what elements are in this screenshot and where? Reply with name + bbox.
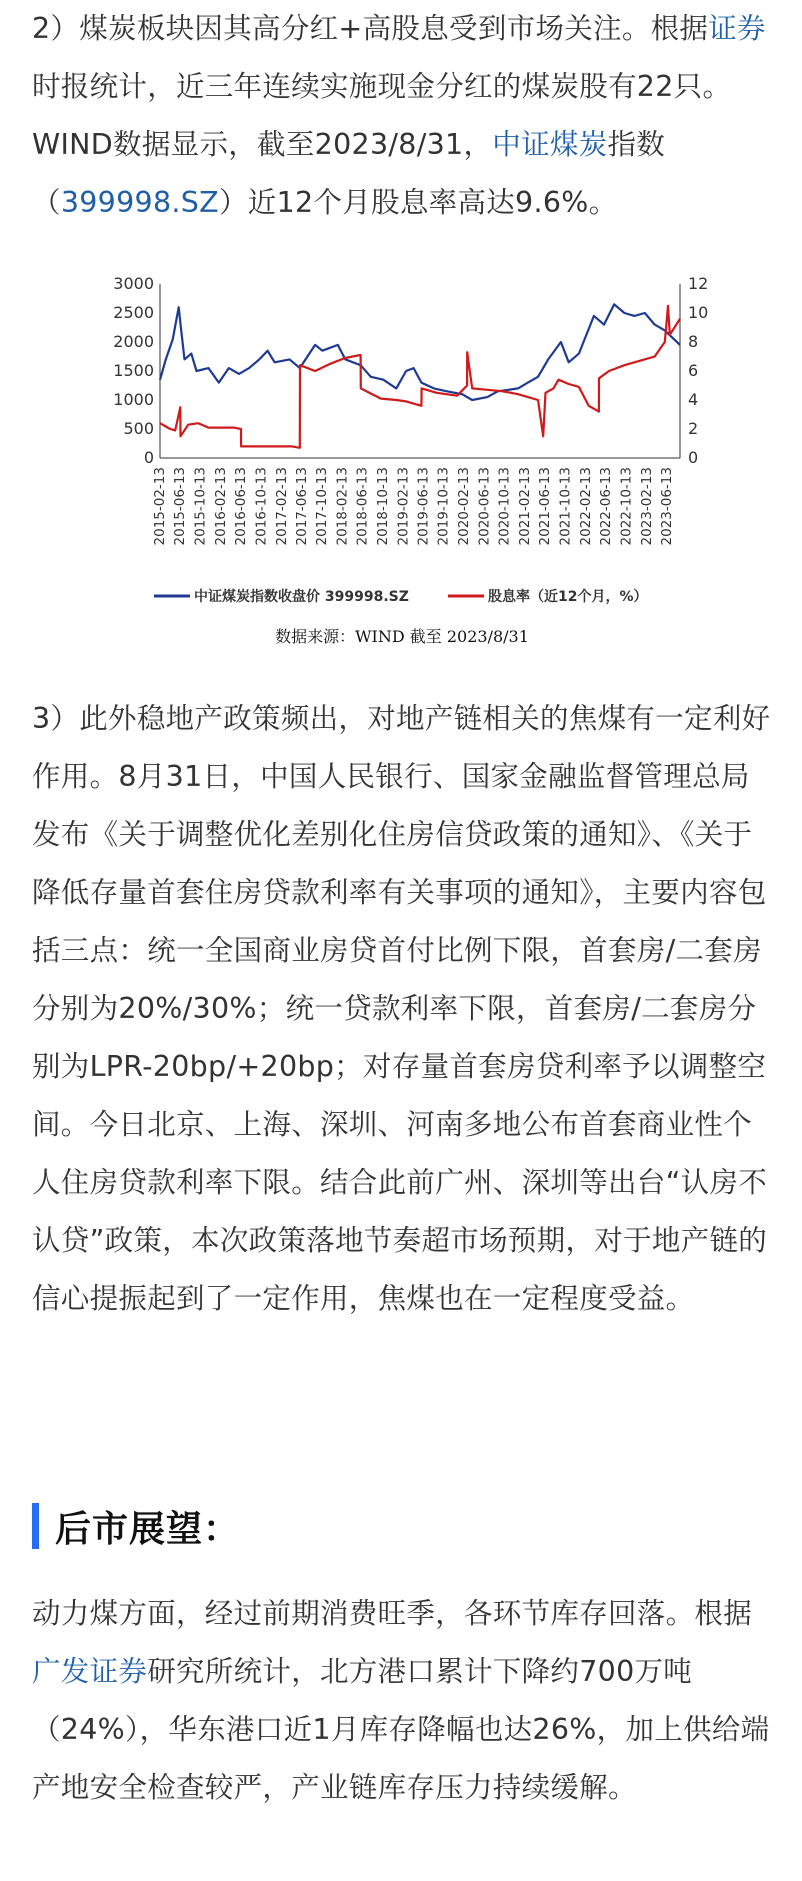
x-tick-label: 2022-02-13 bbox=[578, 467, 595, 546]
x-tick-label: 2017-06-13 bbox=[293, 467, 310, 546]
x-tick-label: 2017-10-13 bbox=[314, 467, 331, 546]
x-tick-label: 2019-10-13 bbox=[435, 467, 452, 546]
x-tick-label: 2019-06-13 bbox=[415, 467, 432, 546]
chart-legend bbox=[154, 588, 648, 605]
y-left-tick-label: 2500 bbox=[113, 303, 154, 322]
legend-label-index: 中证煤炭指数收盘价 399998.SZ bbox=[194, 589, 409, 605]
x-tick-label: 2018-02-13 bbox=[334, 467, 351, 546]
x-tick-label: 2020-02-13 bbox=[456, 467, 473, 546]
x-tick-label: 2016-02-13 bbox=[212, 467, 229, 546]
link-gf-securities[interactable]: 广发证券 bbox=[32, 1655, 148, 1688]
legend-label-yield: 股息率（近12个月，%） bbox=[488, 589, 648, 605]
y-left-tick-label: 2000 bbox=[113, 332, 154, 351]
x-tick-label: 2023-02-13 bbox=[638, 467, 655, 546]
paragraph-text: ）近12个月股息率高达9.6%。 bbox=[218, 186, 618, 219]
paragraph-text: 动力煤方面，经过前期消费旺季，各环节库存回落。根据 bbox=[32, 1597, 753, 1630]
x-tick-label: 2018-06-13 bbox=[354, 467, 371, 546]
x-tick-label: 2020-10-13 bbox=[496, 467, 513, 546]
link-csi-coal[interactable]: 中证煤炭 bbox=[492, 128, 608, 161]
paragraph-text: 指数（ bbox=[32, 128, 666, 219]
x-tick-label: 2016-10-13 bbox=[253, 467, 270, 546]
heading-text: 后市展望： bbox=[55, 1508, 241, 1550]
paragraph-text: 时报统计，近三年连续实施现金分红的煤炭股有22只。WIND数据显示，截至2023/8/31， bbox=[32, 70, 732, 161]
y-right-tick-label: 0 bbox=[688, 448, 699, 467]
series-line-dividend-yield bbox=[160, 306, 680, 448]
y-right-tick-label: 10 bbox=[688, 303, 709, 322]
chart-figure bbox=[113, 262, 710, 662]
y-left-tick-label: 3000 bbox=[113, 274, 154, 293]
x-tick-label: 2017-02-13 bbox=[273, 467, 290, 546]
y-left-tick-label: 1000 bbox=[113, 390, 154, 409]
y-left-tick-label: 1500 bbox=[113, 361, 154, 380]
x-tick-label: 2018-10-13 bbox=[374, 467, 391, 546]
x-tick-label: 2022-10-13 bbox=[618, 467, 635, 546]
y-right-tick-label: 4 bbox=[688, 390, 699, 409]
paragraph-property-policy: 3）此外稳地产政策频出，对地产链相关的焦煤有一定利好作用。8月31日，中国人民银行、国家金融监督管理总局发布《关于调整优化差别化住房信贷政策的通知》、《关于降低存量首套住房贷款利率有关事项的通知》，主要内容包括三点：统一全国商业房贷首付比例下限，首套房/二套房分别为20%/30%；统一贷款利率下限，首套房/二套房分别为LPR-20bp/+20bp；对存量首套房贷利率予以调整空间。今日北京、上海、深圳、河南多地公布首套商业性个人住房贷款利率下限。结合此前广州、深圳等出台“认房不认贷”政策，本次政策落地节奏超市场预期，对于地产链的信心提振起到了一定作用，焦煤也在一定程度受益。 bbox=[32, 702, 771, 1315]
y-left-tick-label: 0 bbox=[143, 448, 154, 467]
paragraph-text: 研究所统计，北方港口累计下降约700万吨（24%），华东港口近1月库存降幅也达26%，加上供给端产地安全检查较严，产业链库存压力持续缓解。 bbox=[32, 1655, 770, 1804]
x-tick-label: 2023-06-13 bbox=[658, 467, 675, 546]
y-right-tick-label: 2 bbox=[688, 419, 699, 438]
y-right-ticks bbox=[688, 274, 708, 467]
x-tick-label: 2016-06-13 bbox=[232, 467, 249, 546]
x-tick-label: 2015-06-13 bbox=[171, 467, 188, 546]
chart-source: 数据来源：WIND 截至 2023/8/31 bbox=[275, 627, 529, 646]
x-tick-label: 2015-02-13 bbox=[152, 467, 168, 546]
chart-svg bbox=[113, 262, 710, 662]
x-tick-label: 2022-06-13 bbox=[598, 466, 615, 546]
y-left-ticks bbox=[113, 274, 154, 467]
series-line-index-price bbox=[160, 304, 680, 400]
series-lines bbox=[160, 304, 680, 448]
paragraph-text: 2）煤炭板块因其高分红+高股息受到市场关注。根据 bbox=[32, 12, 709, 45]
y-right-tick-label: 8 bbox=[688, 332, 699, 351]
section-heading bbox=[32, 1500, 240, 1552]
link-securities[interactable]: 证券 bbox=[708, 12, 766, 45]
link-ticker[interactable]: 399998.SZ bbox=[60, 186, 219, 219]
x-ticks bbox=[152, 467, 675, 545]
paragraph-dividend bbox=[32, 0, 774, 232]
x-tick-label: 2021-02-13 bbox=[517, 467, 534, 546]
y-right-tick-label: 12 bbox=[688, 274, 709, 293]
x-tick-label: 2020-06-13 bbox=[476, 467, 493, 546]
y-right-tick-label: 6 bbox=[688, 361, 699, 380]
x-tick-label: 2015-10-13 bbox=[192, 467, 209, 546]
x-tick-label: 2021-10-13 bbox=[557, 467, 574, 546]
paragraph-thermal-coal bbox=[32, 1585, 774, 1817]
y-left-tick-label: 500 bbox=[123, 419, 154, 438]
x-tick-label: 2021-06-13 bbox=[537, 467, 554, 546]
x-tick-label: 2019-02-13 bbox=[395, 467, 412, 546]
heading-accent-bar bbox=[32, 1503, 39, 1549]
